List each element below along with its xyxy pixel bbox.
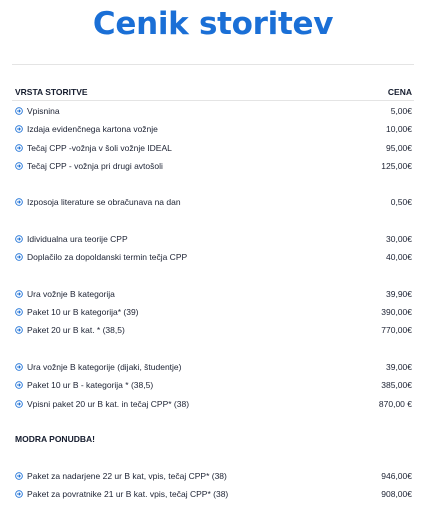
column-header-service: VRSTA STORITVE xyxy=(15,87,88,97)
service-price: 30,00€ xyxy=(386,234,412,244)
divider xyxy=(12,100,414,101)
service-label: Ura vožnje B kategorija xyxy=(27,289,115,299)
circle-arrow-right-icon xyxy=(15,308,23,316)
service-price: 5,00€ xyxy=(390,106,412,116)
service-price: 390,00€ xyxy=(381,307,412,317)
service-label: Paket 10 ur B kategorija* (39) xyxy=(27,307,139,317)
service-label: Izdaja evidenčnega kartona vožnje xyxy=(27,124,158,134)
table-row[interactable] xyxy=(15,104,412,118)
circle-arrow-right-icon xyxy=(15,125,23,133)
service-price: 0,50€ xyxy=(390,197,412,207)
service-price: 125,00€ xyxy=(381,161,412,171)
service-label: Vpisnina xyxy=(27,106,60,116)
table-row[interactable] xyxy=(15,469,412,483)
table-row[interactable] xyxy=(15,378,412,392)
table-row[interactable] xyxy=(15,232,412,246)
service-label: Tečaj CPP -vožnja v šoli vožnje IDEAL xyxy=(27,143,172,153)
table-row[interactable] xyxy=(15,323,412,337)
page-title: Cenik storitev xyxy=(92,6,334,42)
circle-arrow-right-icon xyxy=(15,107,23,115)
table-row[interactable] xyxy=(15,487,412,501)
circle-arrow-right-icon xyxy=(15,253,23,261)
service-label: Vpisni paket 20 ur B kat. in tečaj CPP* (38) xyxy=(27,399,190,409)
circle-arrow-right-icon xyxy=(15,381,23,389)
service-price: 770,00€ xyxy=(381,325,412,335)
circle-arrow-right-icon xyxy=(15,290,23,298)
service-label: Tečaj CPP - vožnja pri drugi avtošoli xyxy=(27,161,163,171)
service-label: Paket 20 ur B kat. * (38,5) xyxy=(27,325,125,335)
table-row[interactable] xyxy=(15,122,412,136)
circle-arrow-right-icon xyxy=(15,198,23,206)
service-price: 39,90€ xyxy=(386,289,412,299)
circle-arrow-right-icon xyxy=(15,490,23,498)
table-row[interactable] xyxy=(15,360,412,374)
table-row[interactable] xyxy=(15,195,412,209)
circle-arrow-right-icon xyxy=(15,162,23,170)
service-price: 40,00€ xyxy=(386,252,412,262)
service-label: Paket za nadarjene 22 ur B kat, vpis, tečaj CPP* (38) xyxy=(27,471,227,481)
service-label: Ura vožnje B kategorije (dijaki, študentje) xyxy=(27,362,182,372)
service-label: Izposoja literature se obračunava na dan xyxy=(27,197,181,207)
service-label: Paket 10 ur B - kategorija * (38,5) xyxy=(27,380,154,390)
service-label: Doplačilo za dopoldanski termin tečja CPP xyxy=(27,252,188,262)
service-price: 908,00€ xyxy=(381,489,412,499)
column-header-price: CENA xyxy=(387,87,412,97)
service-price: 946,00€ xyxy=(381,471,412,481)
service-price: 385,00€ xyxy=(381,380,412,390)
service-price: 95,00€ xyxy=(386,143,412,153)
service-price: 10,00€ xyxy=(386,124,412,134)
service-label: Idividualna ura teorije CPP xyxy=(27,234,128,244)
table-row[interactable] xyxy=(15,287,412,301)
circle-arrow-right-icon xyxy=(15,144,23,152)
circle-arrow-right-icon xyxy=(15,235,23,243)
service-price: 39,00€ xyxy=(386,362,412,372)
table-row[interactable] xyxy=(15,305,412,319)
table-row[interactable] xyxy=(15,141,412,155)
table-row[interactable] xyxy=(15,397,412,411)
circle-arrow-right-icon xyxy=(15,326,23,334)
divider xyxy=(12,64,414,65)
table-row[interactable] xyxy=(15,159,412,173)
table-row[interactable] xyxy=(15,250,412,264)
service-label: Paket za povratnike 21 ur B kat. vpis, tečaj CPP* (38) xyxy=(27,489,229,499)
service-price: 870,00 € xyxy=(378,399,412,409)
circle-arrow-right-icon xyxy=(15,400,23,408)
section-heading: MODRA PONUDBA! xyxy=(15,434,95,444)
circle-arrow-right-icon xyxy=(15,363,23,371)
circle-arrow-right-icon xyxy=(15,472,23,480)
